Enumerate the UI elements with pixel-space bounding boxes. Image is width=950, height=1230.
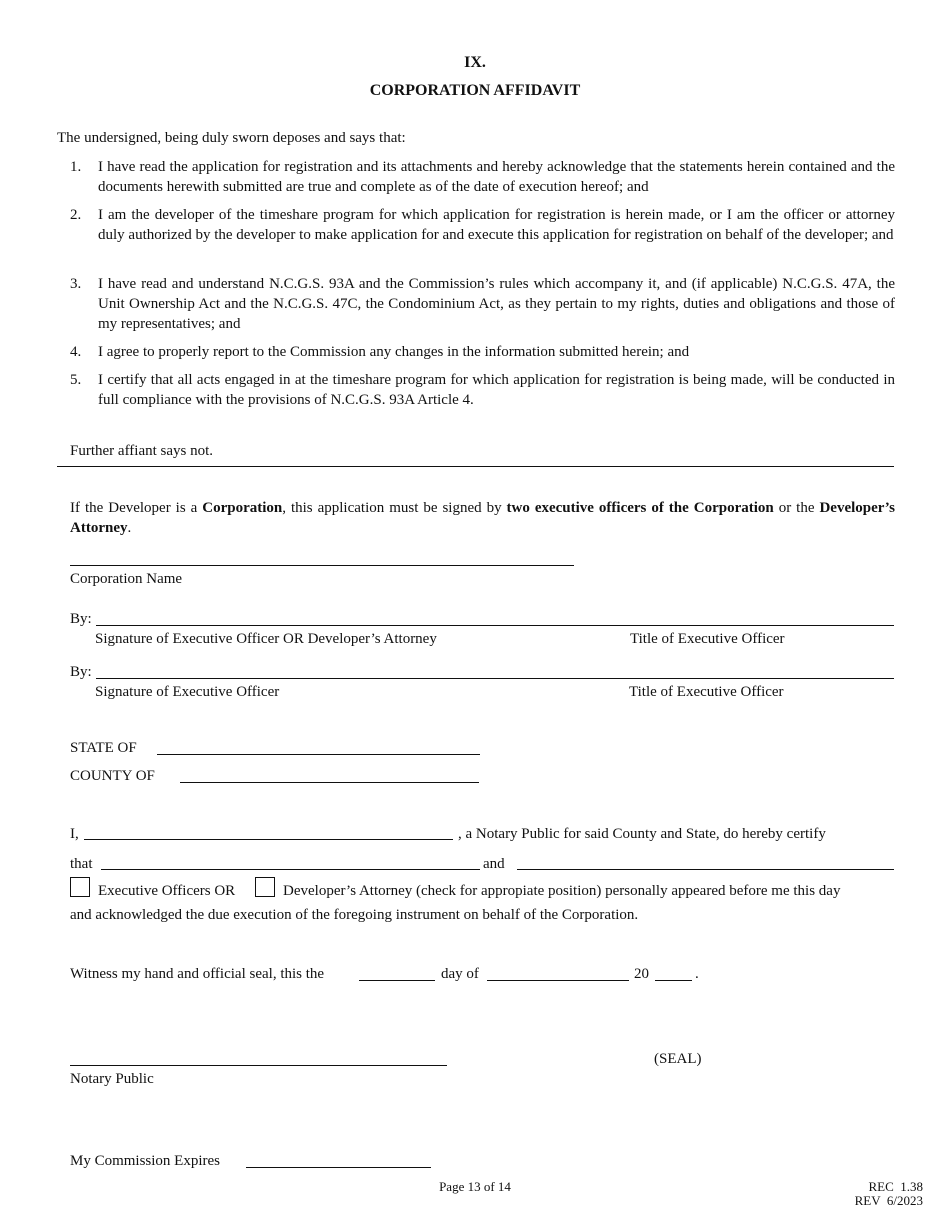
note-text: If the Developer is a: [70, 500, 203, 516]
list-item: [70, 205, 895, 245]
title-label-1: Title of Executive Officer: [630, 631, 785, 647]
list-item-number: 2.: [70, 207, 82, 223]
title-label-2: Title of Executive Officer: [629, 684, 784, 700]
list-item: [70, 157, 895, 197]
by-label: By:: [70, 664, 92, 680]
corporation-name-label: Corporation Name: [70, 571, 183, 587]
page-title: CORPORATION AFFIDAVIT: [369, 82, 581, 99]
signature-line-1[interactable]: [96, 625, 894, 626]
signature-line-2[interactable]: [96, 678, 894, 679]
list-item-text: I have read the application for registration and its attachments and hereby acknowledge that the statements herein contained and the documents herewith submitted are true and complete as of the date of execution hereof; and: [98, 159, 895, 195]
signature-label-1: Signature of Executive Officer OR Developer’s Attorney: [95, 631, 437, 647]
list-item-text: I agree to properly report to the Commission any changes in the information submitted herein; and: [98, 344, 690, 360]
note-emphasis: two executive officers of the Corporation: [506, 500, 774, 516]
form-code: REC 1.38: [868, 1179, 923, 1194]
list-item: [70, 274, 895, 334]
officer-one-field[interactable]: [101, 869, 480, 870]
intro-text: The undersigned, being duly sworn deposes and says that:: [57, 130, 406, 146]
signing-requirement-note: [70, 498, 895, 538]
day-of-label: day of: [441, 966, 479, 982]
witness-day-field[interactable]: [359, 980, 435, 981]
corporation-name-field[interactable]: [70, 565, 574, 566]
commission-expires-label: My Commission Expires: [70, 1153, 221, 1169]
executive-officers-label: Executive Officers OR: [98, 883, 236, 899]
section-divider: [57, 466, 894, 467]
further-affiant-text: Further affiant says not.: [70, 443, 214, 459]
seal-label: (SEAL): [654, 1051, 702, 1067]
executive-officers-checkbox[interactable]: [70, 877, 90, 897]
section-number: IX.: [464, 54, 486, 71]
notary-certify-text: , a Notary Public for said County and State, do hereby certify: [458, 826, 826, 842]
page-number: Page 13 of 14: [439, 1179, 511, 1194]
officer-two-field[interactable]: [517, 869, 894, 870]
list-item-number: 5.: [70, 372, 82, 388]
list-item-text: I have read and understand N.C.G.S. 93A and the Commission’s rules which accompany it, and (if applicable) N.C.G.S. 47A, the Unit Ownership Act and the N.C.G.S. 47C, the Condominium Act, as they pertain to my rights, duties and obligations and those of my representatives; and: [98, 276, 895, 332]
list-item-number: 4.: [70, 344, 82, 360]
list-item-text: I certify that all acts engaged in at the timeshare program for which application for registration is being made, will be conducted in full compliance with the provisions of N.C.G.S. 93A Article 4.: [98, 372, 895, 408]
county-label: COUNTY OF: [70, 768, 155, 784]
state-field[interactable]: [157, 754, 480, 755]
witness-month-field[interactable]: [487, 980, 629, 981]
commission-expires-field[interactable]: [246, 1167, 431, 1168]
note-text: .: [127, 520, 132, 536]
that-label: that: [70, 856, 93, 872]
list-item: [70, 342, 895, 362]
and-label: and: [483, 856, 505, 872]
county-field[interactable]: [180, 782, 479, 783]
notary-signature-line[interactable]: [70, 1065, 447, 1066]
acknowledgement-text: and acknowledged the due execution of the foregoing instrument on behalf of the Corporation.: [70, 907, 639, 923]
witness-period: .: [695, 966, 699, 982]
list-item-text: I am the developer of the timeshare program for which application for registration is herein made, or I am the officer or attorney duly authorized by the developer to make application for and execute this application for registration on behalf of the developer; and: [98, 207, 895, 243]
signature-label-2: Signature of Executive Officer: [95, 684, 280, 700]
note-text: , this application must be signed by: [282, 500, 507, 516]
notary-name-field[interactable]: [84, 839, 453, 840]
state-label: STATE OF: [70, 740, 137, 756]
list-item-number: 3.: [70, 276, 82, 292]
witness-year-field[interactable]: [655, 980, 692, 981]
witness-text: Witness my hand and official seal, this the: [70, 966, 325, 982]
note-emphasis: Developer’s Attorney: [70, 500, 895, 536]
list-item-number: 1.: [70, 159, 82, 175]
notary-public-label: Notary Public: [70, 1071, 154, 1087]
notary-i-label: I,: [70, 826, 79, 842]
developers-attorney-checkbox[interactable]: [255, 877, 275, 897]
list-item: [70, 370, 895, 410]
note-text: or the: [773, 500, 820, 516]
form-revision: REV 6/2023: [854, 1193, 923, 1208]
by-label: By:: [70, 611, 92, 627]
note-emphasis: Corporation: [202, 500, 283, 516]
year-prefix-label: 20: [634, 966, 649, 982]
attorney-appearance-text: Developer’s Attorney (check for appropiate position) personally appeared before me this day: [283, 883, 841, 899]
